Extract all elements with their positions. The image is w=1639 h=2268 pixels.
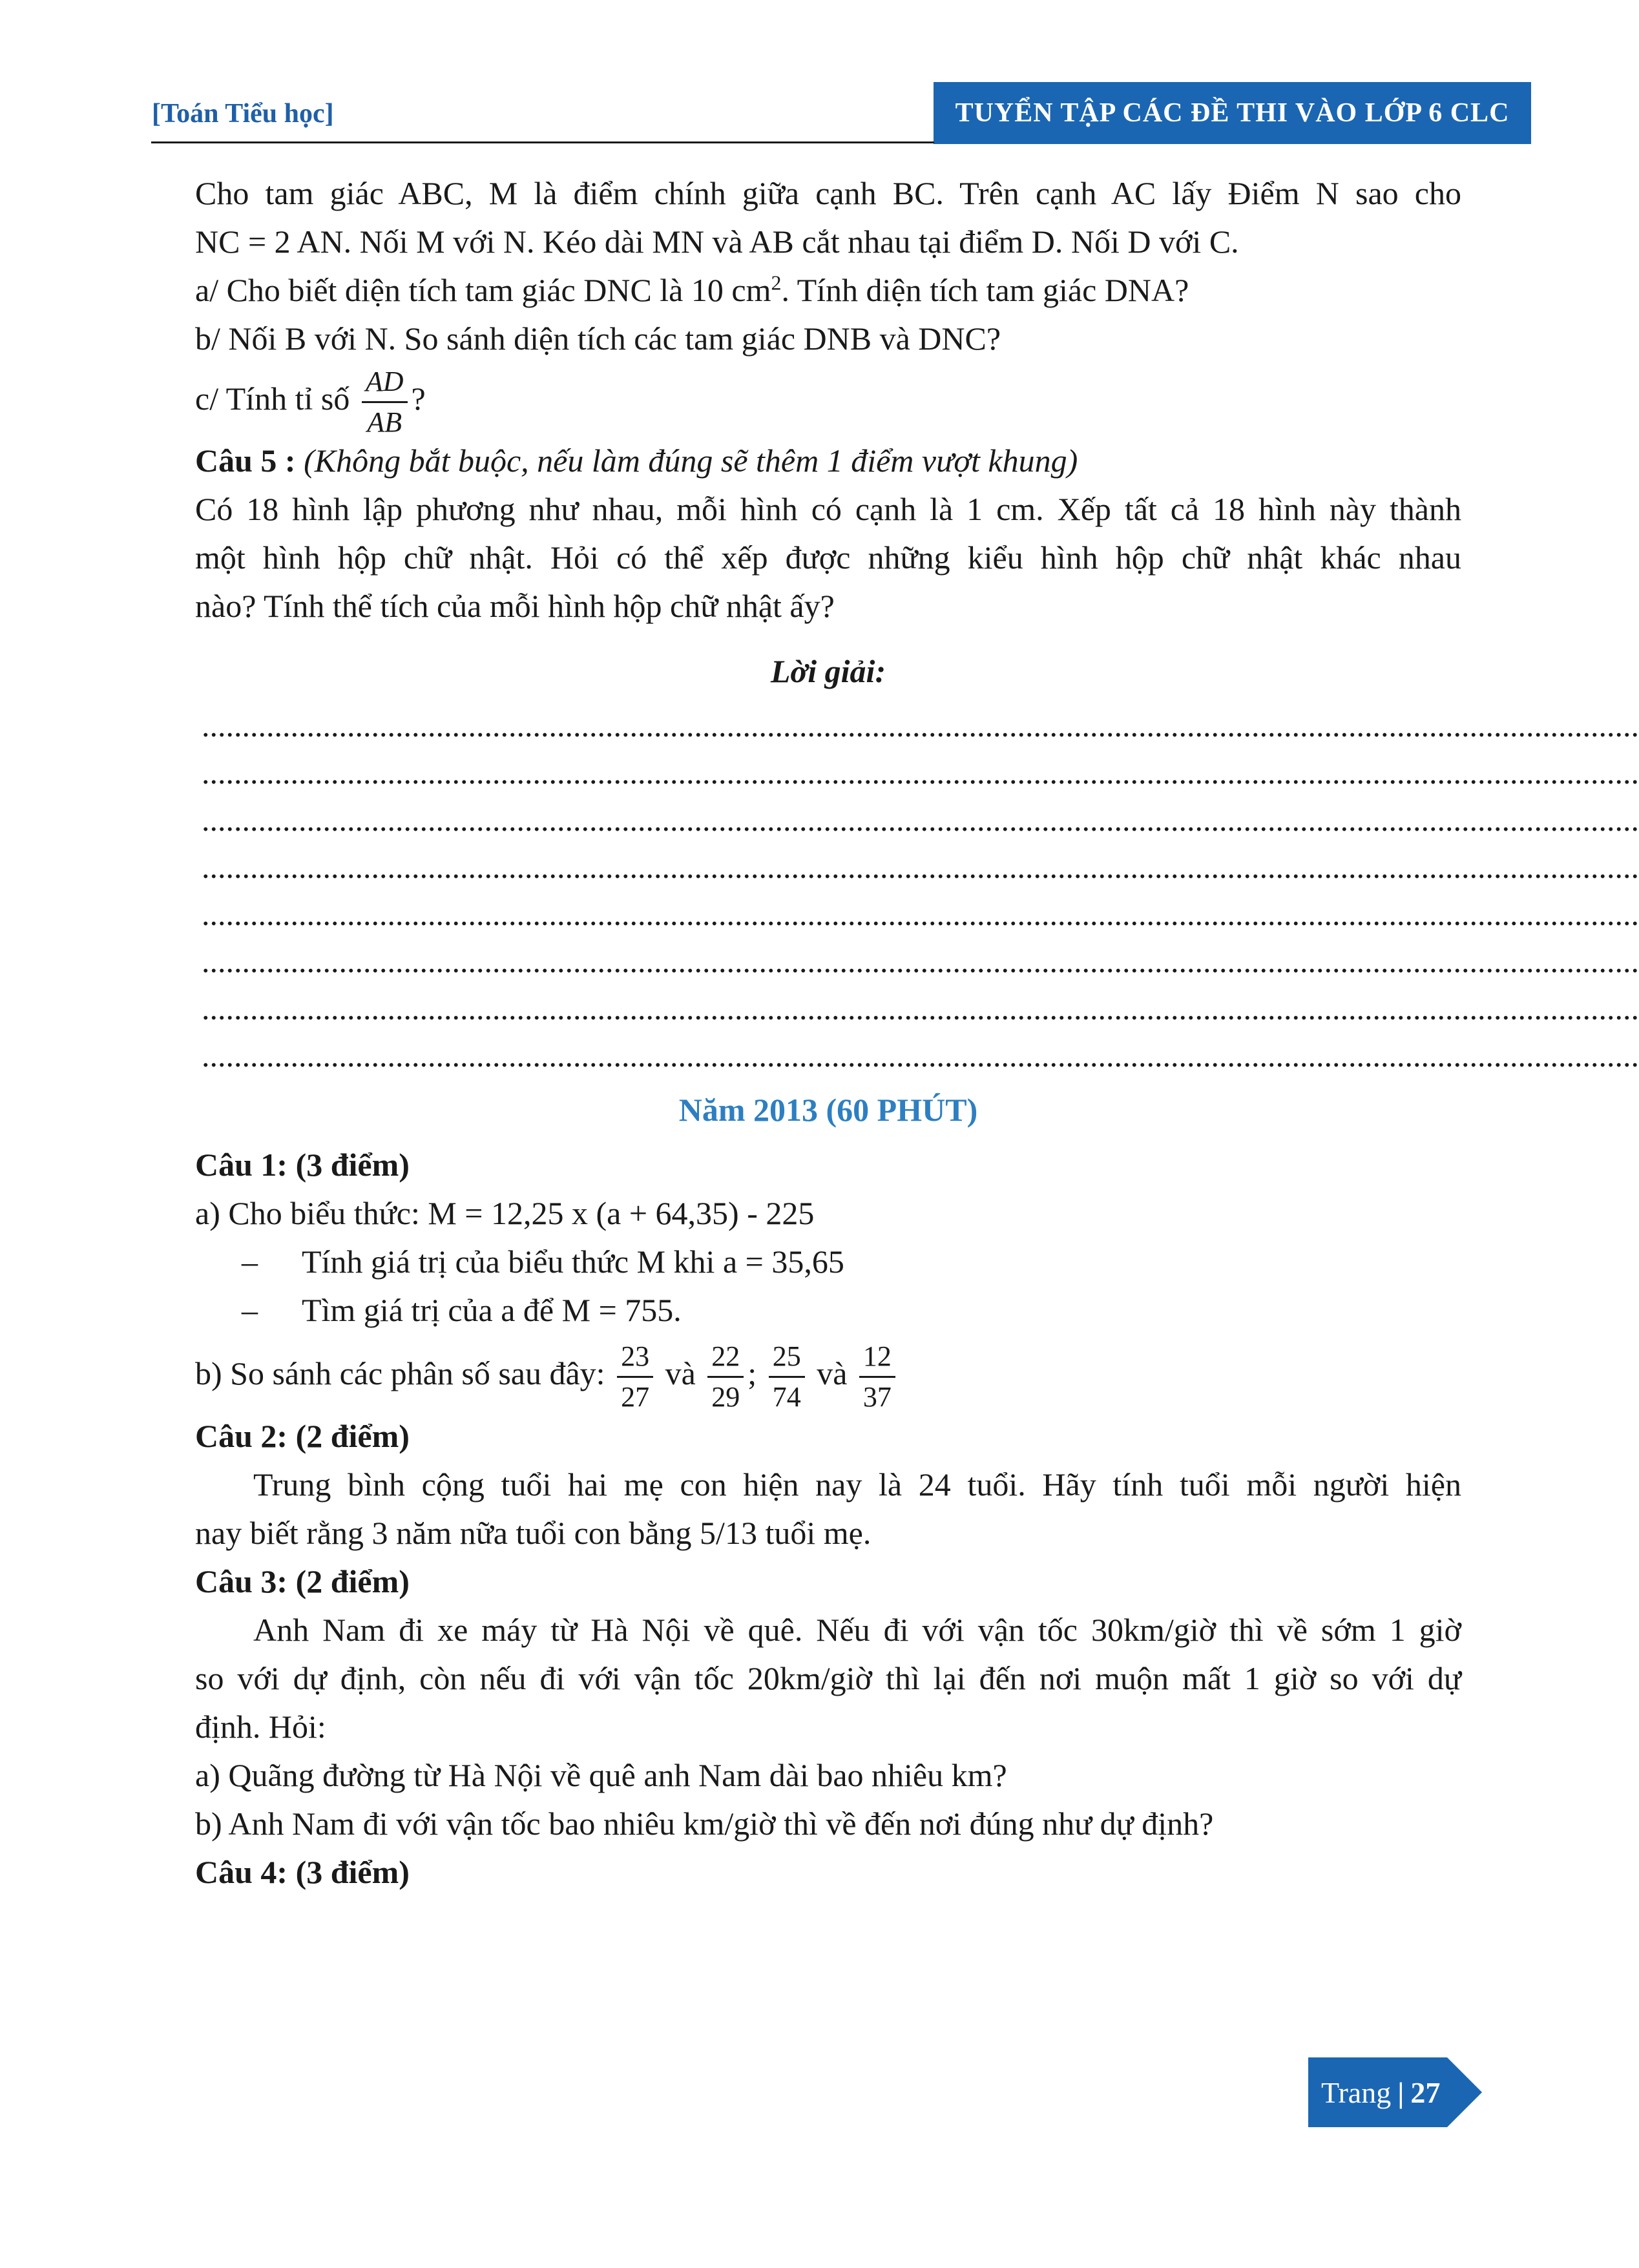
answer-line: .................................................................................................................................................................................. [202, 849, 1639, 886]
fraction-ad-ab [362, 368, 408, 437]
fraction-denominator: 27 [621, 1381, 650, 1413]
problem-line: Cho tam giác ABC, M là điểm chính giữa cạnh BC. Trên cạnh AC lấy Điểm N sao cho [195, 175, 1461, 211]
cau3-label: Câu 3: (2 điểm) [195, 1563, 410, 1600]
answer-line: .................................................................................................................................................................................. [202, 896, 1639, 933]
part-a-text: a/ Cho biết diện tích tam giác DNC là 10 cm [195, 272, 771, 308]
header-divider [151, 141, 934, 143]
page-separator: | [1397, 2076, 1404, 2109]
answer-line: .................................................................................................................................................................................. [202, 990, 1639, 1027]
fraction-numerator: 12 [862, 1340, 892, 1373]
cau2-line: nay biết rằng 3 năm nữa tuổi con bằng 5/13 tuổi mẹ. [195, 1515, 872, 1552]
page-content [195, 169, 1639, 1897]
cau5-heading [195, 437, 1461, 485]
part-b-text: b) So sánh các phân số sau đây: [195, 1355, 614, 1392]
page-label: Trang [1321, 2076, 1392, 2109]
semicolon: ; [747, 1355, 757, 1392]
answer-line: .................................................................................................................................................................................. [202, 1037, 1639, 1074]
superscript: 2 [771, 271, 782, 295]
part-c-text: c/ Tính tỉ số [195, 380, 358, 417]
bullet-text: Tính giá trị của biểu thức M khi a = 35,65 [302, 1243, 844, 1280]
cau1-bullet [195, 1238, 1461, 1286]
fraction-denominator: 37 [862, 1381, 892, 1413]
page-number: 27 [1410, 2076, 1441, 2109]
cau3-part-a: a) Quãng đường từ Hà Nội về quê anh Nam dài bao nhiêu km? [195, 1757, 1007, 1794]
fraction-22-29 [707, 1342, 744, 1411]
bullet-text: Tìm giá trị của a để M = 755. [302, 1292, 682, 1329]
answer-line: .................................................................................................................................................................................. [202, 943, 1639, 980]
exam-year-title: Năm 2013 (60 PHÚT) [678, 1092, 978, 1129]
solution-title: Lời giải: [770, 653, 886, 690]
fraction-numerator: AD [365, 366, 404, 398]
fraction-denominator: 74 [772, 1381, 801, 1413]
header-left-title: [Toán Tiểu học] [152, 99, 334, 129]
fraction-numerator: 23 [621, 1340, 650, 1373]
cau1-bullet [195, 1286, 1461, 1335]
conjunction-va: và [817, 1355, 855, 1392]
answer-line: .................................................................................................................................................................................. [202, 802, 1639, 838]
answer-line: .................................................................................................................................................................................. [202, 754, 1639, 791]
part-a-text-end: . Tính diện tích tam giác DNA? [781, 272, 1189, 308]
cau1-part-a: a) Cho biểu thức: M = 12,25 x (a + 64,35) - 225 [195, 1195, 815, 1232]
problem-part-a [195, 266, 1461, 315]
cau1-part-b [195, 1335, 1461, 1412]
cau4-label: Câu 4: (3 điểm) [195, 1854, 410, 1891]
cau3-line: so với dự định, còn nếu đi với vận tốc 20km/giờ thì lại đến nơi muộn mất 1 giờ so với dự [195, 1660, 1461, 1697]
answer-line: .................................................................................................................................................................................. [202, 707, 1639, 744]
fraction-numerator: 25 [772, 1340, 801, 1373]
problem-part-c [195, 363, 1461, 437]
conjunction-va: và [665, 1355, 704, 1392]
cau3-line: Anh Nam đi xe máy từ Hà Nội về quê. Nếu đi với vận tốc 30km/giờ thì về sớm 1 giờ [253, 1612, 1461, 1649]
cau1-label: Câu 1: (3 điểm) [195, 1147, 410, 1183]
cau5-note: (Không bắt buộc, nếu làm đúng sẽ thêm 1 điểm vượt khung) [304, 442, 1078, 479]
dash-marker: – [242, 1243, 258, 1280]
cau3-part-b: b) Anh Nam đi với vận tốc bao nhiêu km/giờ thì về đến nơi đúng như dự định? [195, 1805, 1214, 1842]
cau5-label: Câu 5 : [195, 442, 304, 479]
fraction-23-27 [617, 1342, 653, 1411]
fraction-denominator: 29 [711, 1381, 740, 1413]
fraction-denominator: AB [367, 406, 402, 439]
fraction-25-74 [769, 1342, 805, 1411]
fraction-12-37 [859, 1342, 895, 1411]
fraction-numerator: 22 [711, 1340, 740, 1373]
badge-arrow [1447, 2057, 1482, 2127]
header-right-banner: TUYỂN TẬP CÁC ĐỀ THI VÀO LỚP 6 CLC [934, 82, 1531, 144]
cau5-line: Có 18 hình lập phương như nhau, mỗi hình có cạnh là 1 cm. Xếp tất cả 18 hình này thành [195, 491, 1461, 528]
cau5-line: một hình hộp chữ nhật. Hỏi có thể xếp được những kiểu hình hộp chữ nhật khác nhau [195, 539, 1461, 576]
cau5-line: nào? Tính thể tích của mỗi hình hộp chữ nhật ấy? [195, 588, 835, 625]
cau3-line: định. Hỏi: [195, 1709, 326, 1745]
page-number-badge [1308, 2057, 1447, 2127]
problem-line: NC = 2 AN. Nối M với N. Kéo dài MN và AB cắt nhau tại điểm D. Nối D với C. [195, 224, 1239, 260]
cau2-line: Trung bình cộng tuổi hai mẹ con hiện nay là 24 tuổi. Hãy tính tuổi mỗi người hiện [253, 1466, 1461, 1503]
cau2-label: Câu 2: (2 điểm) [195, 1418, 410, 1455]
part-c-qmark: ? [411, 380, 426, 417]
problem-part-b: b/ Nối B với N. So sánh diện tích các tam giác DNB và DNC? [195, 320, 1001, 357]
dash-marker: – [242, 1292, 258, 1329]
